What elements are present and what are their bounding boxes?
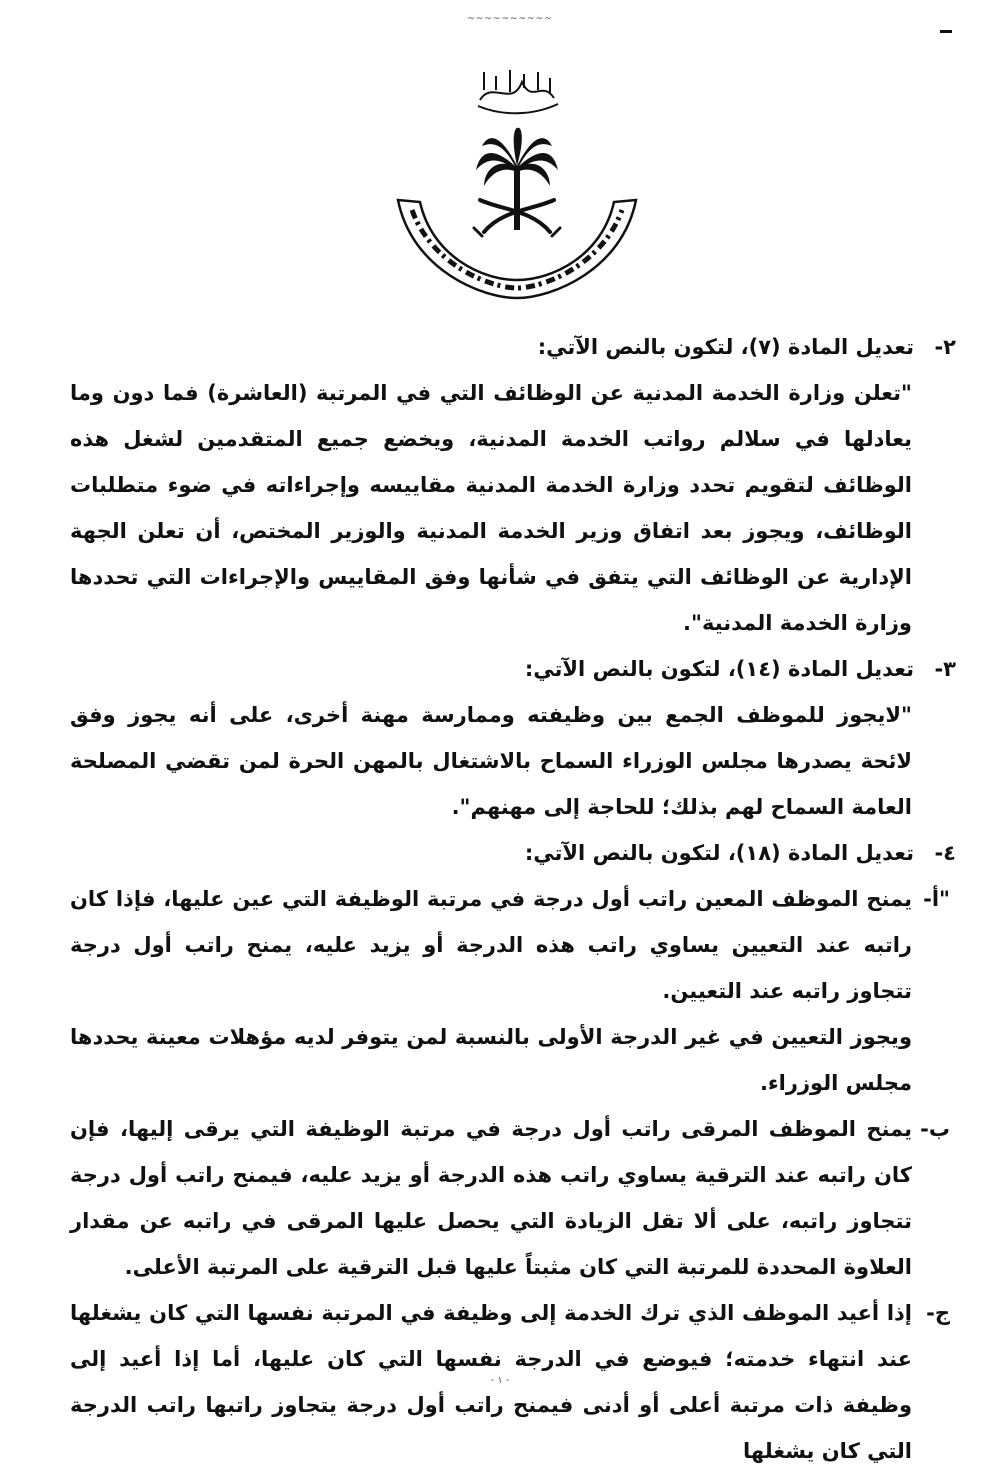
section-3-heading	[70, 646, 956, 692]
fax-header-marks: ~~~~~~~~~~	[467, 14, 553, 24]
section-2-text: "تعلن وزارة الخدمة المدنية عن الوظائف التي في المرتبة (العاشرة) فما دون وما يعادلها في سلالم رواتب الخدمة المدنية، ويخضع جميع المتقدمين لشغل هذه الوظائف لتقويم تحدد وزارة الخدمة المدنية مقاييسه وإجراءاته في ضوء متطلبات الوظائف، ويجوز بعد اتفاق وزير الخدمة المدنية والوزير المختص، أن تعلن الجهة الإدارية عن الوظائف التي يتفق في شأنها وفق المقاييس والإجراءات التي تحددها وزارة الخدمة المدنية".	[70, 381, 912, 635]
shahada-calligraphy-icon	[478, 70, 558, 113]
clause-c-text: إذا أعيد الموظف الذي ترك الخدمة إلى وظيفة في المرتبة نفسها التي كان يشغلها عند انتهاء خدمته؛ فيوضع في الدرجة نفسها التي كان عليها، أما إذا أعيد إلى وظيفة ذات مرتبة أعلى أو أدنى فيمنح راتب أول درجة يتجاوز راتبها راتب الدرجة التي كان يشغلها	[70, 1301, 912, 1463]
section-2-title: تعديل المادة (٧)، لتكون بالنص الآتي:	[537, 335, 914, 359]
palm-tree-icon	[476, 128, 558, 230]
page-number: - ١ -	[490, 1375, 510, 1386]
section-4-title: تعديل المادة (١٨)، لتكون بالنص الآتي:	[524, 841, 914, 865]
clause-b-text: يمنح الموظف المرقى راتب أول درجة في مرتبة الوظيفة التي يرقى إليها، فإن كان راتبه عند الترقية يساوي راتب هذه الدرجة أو يزيد عليه، فيمنح راتب أول درجة تتجاوز راتبه، على ألا تقل الزيادة التي يحصل عليها المرقى في راتبه عن مقدار العلاوة المحددة للمرتبة التي كان مثبتاً عليها قبل الترقية على المرتبة الأعلى.	[70, 1117, 912, 1279]
section-3-number: ٣-	[934, 657, 956, 681]
clause-c-label: ج-	[926, 1301, 950, 1325]
saudi-emblem-icon	[392, 60, 642, 310]
section-3-title: تعديل المادة (١٤)، لتكون بالنص الآتي:	[524, 657, 914, 681]
corner-dash	[940, 30, 952, 33]
section-4-heading	[70, 830, 956, 876]
section-3-text: "لايجوز للموظف الجمع بين وظيفته وممارسة مهنة أخرى، على أنه يجوز وفق لائحة يصدرها مجلس الوزراء السماح بالاشتغال بالمهن الحرة لمن تقضي المصلحة العامة السماح لهم بذلك؛ للحاجة إلى مهنهم".	[70, 703, 912, 819]
clause-b-label: ب-	[920, 1117, 950, 1141]
clause-a	[70, 876, 950, 1014]
section-4-number: ٤-	[934, 841, 956, 865]
section-2-number: ٢-	[934, 335, 956, 359]
clause-a-text: يمنح الموظف المعين راتب أول درجة في مرتبة الوظيفة التي عين عليها، فإذا كان راتبه عند التعيين يساوي راتب هذه الدرجة أو يزيد عليه، يمنح راتب أول درجة تتجاوز راتبه عند التعيين.	[70, 887, 912, 1003]
clause-b	[70, 1106, 950, 1290]
clause-a-text-2: ويجوز التعيين في غير الدرجة الأولى بالنسبة لمن يتوفر لديه مؤهلات معينة يحددها مجلس الوزراء.	[70, 1025, 912, 1095]
document-body	[70, 324, 956, 1474]
section-2-heading	[70, 324, 956, 370]
clause-a-label: "أ-	[923, 887, 950, 911]
